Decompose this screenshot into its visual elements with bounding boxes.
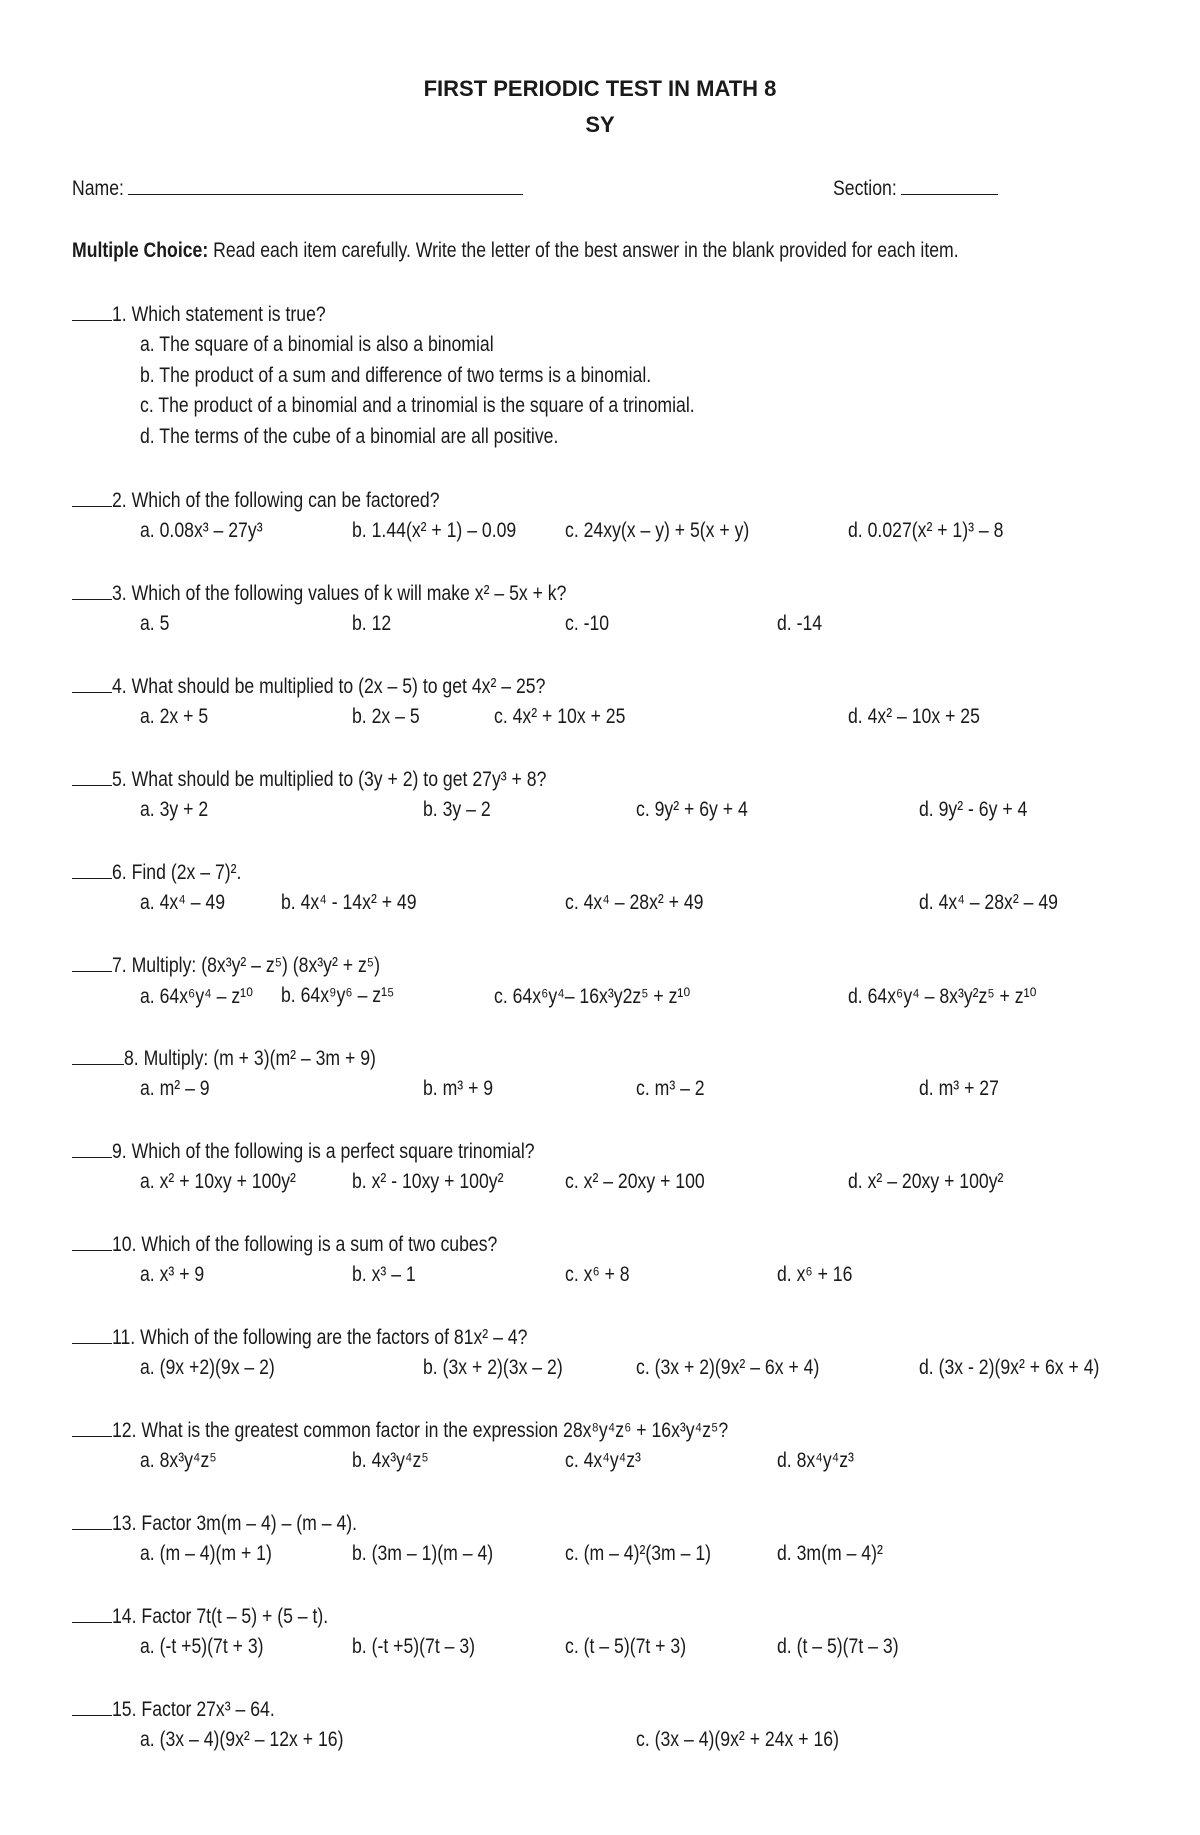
name-field[interactable] [72,176,523,201]
choice-7-1 [140,984,275,1009]
choice-text: a. (3x – 4)(9x² – 12x + 16) [140,1728,344,1751]
question-9 [72,1139,615,1164]
choice-6-3 [565,891,730,915]
choice-4-3 [494,705,650,729]
question-15 [72,1697,306,1722]
choice-14-4 [777,1635,922,1659]
answer-blank[interactable] [72,1325,112,1344]
choice-text: b. 2x – 5 [352,705,420,728]
choice-4-1 [140,705,221,729]
choice-14-3 [565,1635,709,1659]
choice-3-2 [352,612,399,636]
choice-text: b. m³ + 9 [423,1077,494,1100]
question-12 [72,1418,846,1443]
choice-13-1 [140,1542,297,1566]
choice-8-1 [140,1077,223,1101]
question-text: 2. Which of the following can be factored? [112,489,440,512]
answer-blank[interactable] [72,1046,124,1065]
question-text: 13. Factor 3m(m – 4) – (m – 4). [112,1512,358,1535]
instructions [72,239,1128,263]
choice-text: b. 12 [352,612,392,635]
choice-text: c. (3x + 2)(9x² – 6x + 4) [636,1356,820,1379]
choice-text: a. (m – 4)(m + 1) [140,1542,272,1565]
answer-blank[interactable] [72,302,112,321]
choice-text: d. x⁶ + 16 [777,1263,853,1286]
answer-blank[interactable] [72,674,112,693]
choice-text: c. (t – 5)(7t + 3) [565,1635,687,1658]
question-8 [72,1046,424,1071]
choice-text: b. (3x + 2)(3x – 2) [423,1356,563,1379]
answer-blank[interactable] [72,1604,112,1623]
choice-text: a. x² + 10xy + 100y² [140,1170,296,1193]
choice-text: d. (t – 5)(7t – 3) [777,1635,899,1658]
choice-text: c. 4x² + 10x + 25 [494,705,626,728]
choice-text: a. 5 [140,612,170,635]
choice-text: d. 8x⁴y⁴z³ [777,1449,854,1472]
choice-5-4 [919,798,1048,822]
choice-text: d. 64x⁶y⁴ – 8x³y²z⁵ + z¹⁰ [848,985,1037,1008]
question-10 [72,1232,571,1257]
choice-6-4 [919,891,1084,915]
school-year-label: SY [585,112,615,137]
choice-text: b. (3m – 1)(m – 4) [352,1542,494,1565]
choice-13-3 [565,1542,739,1566]
choice-text: c. m³ – 2 [636,1077,705,1100]
choice-5-2 [423,798,504,822]
choice-text: d. 4x⁴ – 28x² – 49 [919,891,1058,914]
choice-2-2 [352,519,548,543]
choice-text: a. 8x³y⁴z⁵ [140,1449,217,1472]
question-text: 12. What is the greatest common factor in the expression 28x⁸y⁴z⁶ + 16x³y⁴z⁵? [112,1419,729,1442]
choice-15-1 [140,1728,382,1752]
choice-1-1 [140,333,561,357]
choice-1-2 [140,364,749,388]
choice-text: d. 0.027(x² + 1)³ – 8 [848,519,1004,542]
choice-10-2 [352,1263,428,1287]
choice-7-3 [494,984,728,1009]
answer-blank[interactable] [72,581,112,600]
choice-13-4 [777,1542,903,1566]
choice-text: c. 64x⁶y⁴– 16x³y2z⁵ + z¹⁰ [494,985,691,1008]
question-text: 5. What should be multiplied to (3y + 2) to get 27y³ + 8? [112,768,547,791]
name-label: Name: [72,177,124,200]
question-text: 6. Find (2x – 7)². [112,861,242,884]
choice-text: a. The square of a binomial is also a binomial [140,333,494,356]
answer-blank[interactable] [72,860,112,879]
choice-text: d. m³ + 27 [919,1077,999,1100]
choice-4-2 [352,705,433,729]
choice-1-4 [140,425,638,449]
choice-text: c. (3x – 4)(9x² + 24x + 16) [636,1728,839,1751]
choice-text: b. 4x³y⁴z⁵ [352,1449,429,1472]
choice-3-4 [777,612,831,636]
choice-11-3 [636,1356,854,1380]
name-blank[interactable] [128,176,523,195]
choice-7-2 [281,984,416,1008]
instructions-text: Read each item carefully. Write the letter of the best answer in the blank provided for each item. [208,239,959,262]
answer-blank[interactable] [72,1232,112,1251]
question-text: 8. Multiply: (m + 3)(m² – 3m + 9) [124,1047,376,1070]
choice-text: c. (m – 4)²(3m – 1) [565,1542,712,1565]
question-11 [72,1325,607,1350]
choice-text: a. 2x + 5 [140,705,209,728]
choice-text: d. 4x² – 10x + 25 [848,705,980,728]
choice-5-1 [140,798,221,822]
choice-text: b. 64x⁹y⁶ – z¹⁵ [281,984,395,1007]
choice-3-1 [140,612,175,636]
choice-5-3 [636,798,769,822]
choice-text: b. 4x⁴ - 14x² + 49 [281,891,417,914]
choice-2-1 [140,519,286,543]
question-6 [72,860,266,885]
choice-2-3 [565,519,784,543]
test-title: FIRST PERIODIC TEST IN MATH 8 [423,76,777,101]
choice-text: c. 4x⁴y⁴z³ [565,1449,641,1472]
question-4 [72,674,628,699]
choice-text: d. 3m(m – 4)² [777,1542,883,1565]
choice-14-1 [140,1635,287,1659]
section-label: Section: [833,177,897,200]
question-text: 9. Which of the following is a perfect square trinomial? [112,1140,535,1163]
choice-8-3 [636,1077,718,1101]
choice-text: a. (9x +2)(9x – 2) [140,1356,275,1379]
question-text: 10. Which of the following is a sum of two cubes? [112,1233,498,1256]
choice-text: c. -10 [565,612,610,635]
choice-text: c. x⁶ + 8 [565,1263,630,1286]
choice-text: a. m² – 9 [140,1077,210,1100]
choice-text: b. 1.44(x² + 1) – 0.09 [352,519,517,542]
choice-12-4 [777,1449,869,1473]
choice-12-2 [352,1449,443,1473]
choice-10-4 [777,1263,867,1287]
question-text: 11. Which of the following are the factors of 81x² – 4? [112,1326,528,1349]
answer-blank[interactable] [72,1697,112,1716]
choice-4-4 [848,705,1005,729]
answer-blank[interactable] [72,1511,112,1530]
choice-3-3 [565,612,618,636]
choice-11-4 [919,1356,1134,1380]
choice-7-4 [848,984,1072,1009]
choice-text: b. The product of a sum and difference of two terms is a binomial. [140,363,652,387]
question-text: 1. Which statement is true? [112,303,326,326]
question-text: 3. Which of the following values of k will make x² – 5x + k? [112,582,567,605]
question-text: 15. Factor 27x³ – 64. [112,1698,275,1721]
choice-13-2 [352,1542,520,1566]
choice-14-2 [352,1635,498,1659]
question-3 [72,581,653,606]
choice-1-3 [140,394,800,418]
choice-text: c. 4x⁴ – 28x² + 49 [565,891,704,914]
question-5 [72,767,629,792]
question-1 [72,302,366,327]
choice-10-1 [140,1263,216,1287]
choice-text: c. 9y² + 6y + 4 [636,798,748,821]
choice-9-4 [848,1170,1033,1194]
section-field[interactable] [833,176,998,201]
question-2 [72,488,502,513]
choice-text: c. The product of a binomial and a trinomial is the square of a trinomial. [140,394,695,417]
choice-6-1 [140,891,241,915]
answer-blank[interactable] [72,767,112,786]
choice-9-2 [352,1170,532,1194]
choice-8-2 [423,1077,506,1101]
choice-6-2 [281,891,442,915]
choice-text: b. 3y – 2 [423,798,491,821]
answer-blank[interactable] [72,1418,112,1437]
choice-11-1 [140,1356,300,1380]
question-text: 4. What should be multiplied to (2x – 5) to get 4x² – 25? [112,675,546,698]
choice-15-2 [636,1728,878,1752]
question-text: 14. Factor 7t(t – 5) + (5 – t). [112,1605,329,1628]
choice-10-3 [565,1263,642,1287]
choice-text: a. 4x⁴ – 49 [140,891,226,914]
instructions-lead: Multiple Choice: [72,239,209,262]
choice-text: b. x³ – 1 [352,1263,416,1286]
answer-blank[interactable] [72,488,112,507]
answer-blank[interactable] [72,953,112,972]
choice-9-3 [565,1170,731,1194]
choice-text: a. 64x⁶y⁴ – z¹⁰ [140,985,254,1008]
choice-text: d. (3x - 2)(9x² + 6x + 4) [919,1356,1100,1379]
choice-12-1 [140,1449,231,1473]
choice-12-3 [565,1449,655,1473]
choice-text: d. 9y² - 6y + 4 [919,798,1028,821]
question-text: 7. Multiply: (8x³y² – z⁵) (8x³y² + z⁵) [112,954,380,977]
question-7 [72,953,431,978]
choice-text: a. (-t +5)(7t + 3) [140,1635,264,1658]
choice-11-2 [423,1356,589,1380]
section-blank[interactable] [901,176,998,195]
choice-9-1 [140,1170,326,1194]
choice-text: c. x² – 20xy + 100 [565,1170,705,1193]
choice-text: d. The terms of the cube of a binomial are all positive. [140,424,559,448]
choice-text: a. 0.08x³ – 27y³ [140,519,263,542]
answer-blank[interactable] [72,1139,112,1158]
choice-text: b. x² - 10xy + 100y² [352,1170,504,1193]
question-13 [72,1511,404,1536]
choice-2-4 [848,519,1033,543]
choice-text: d. -14 [777,612,823,635]
choice-8-4 [919,1077,1014,1101]
question-14 [72,1604,369,1629]
choice-text: b. (-t +5)(7t – 3) [352,1635,476,1658]
choice-text: d. x² – 20xy + 100y² [848,1170,1004,1193]
choice-text: c. 24xy(x – y) + 5(x + y) [565,519,750,542]
choice-text: a. 3y + 2 [140,798,209,821]
choice-text: a. x³ + 9 [140,1263,205,1286]
